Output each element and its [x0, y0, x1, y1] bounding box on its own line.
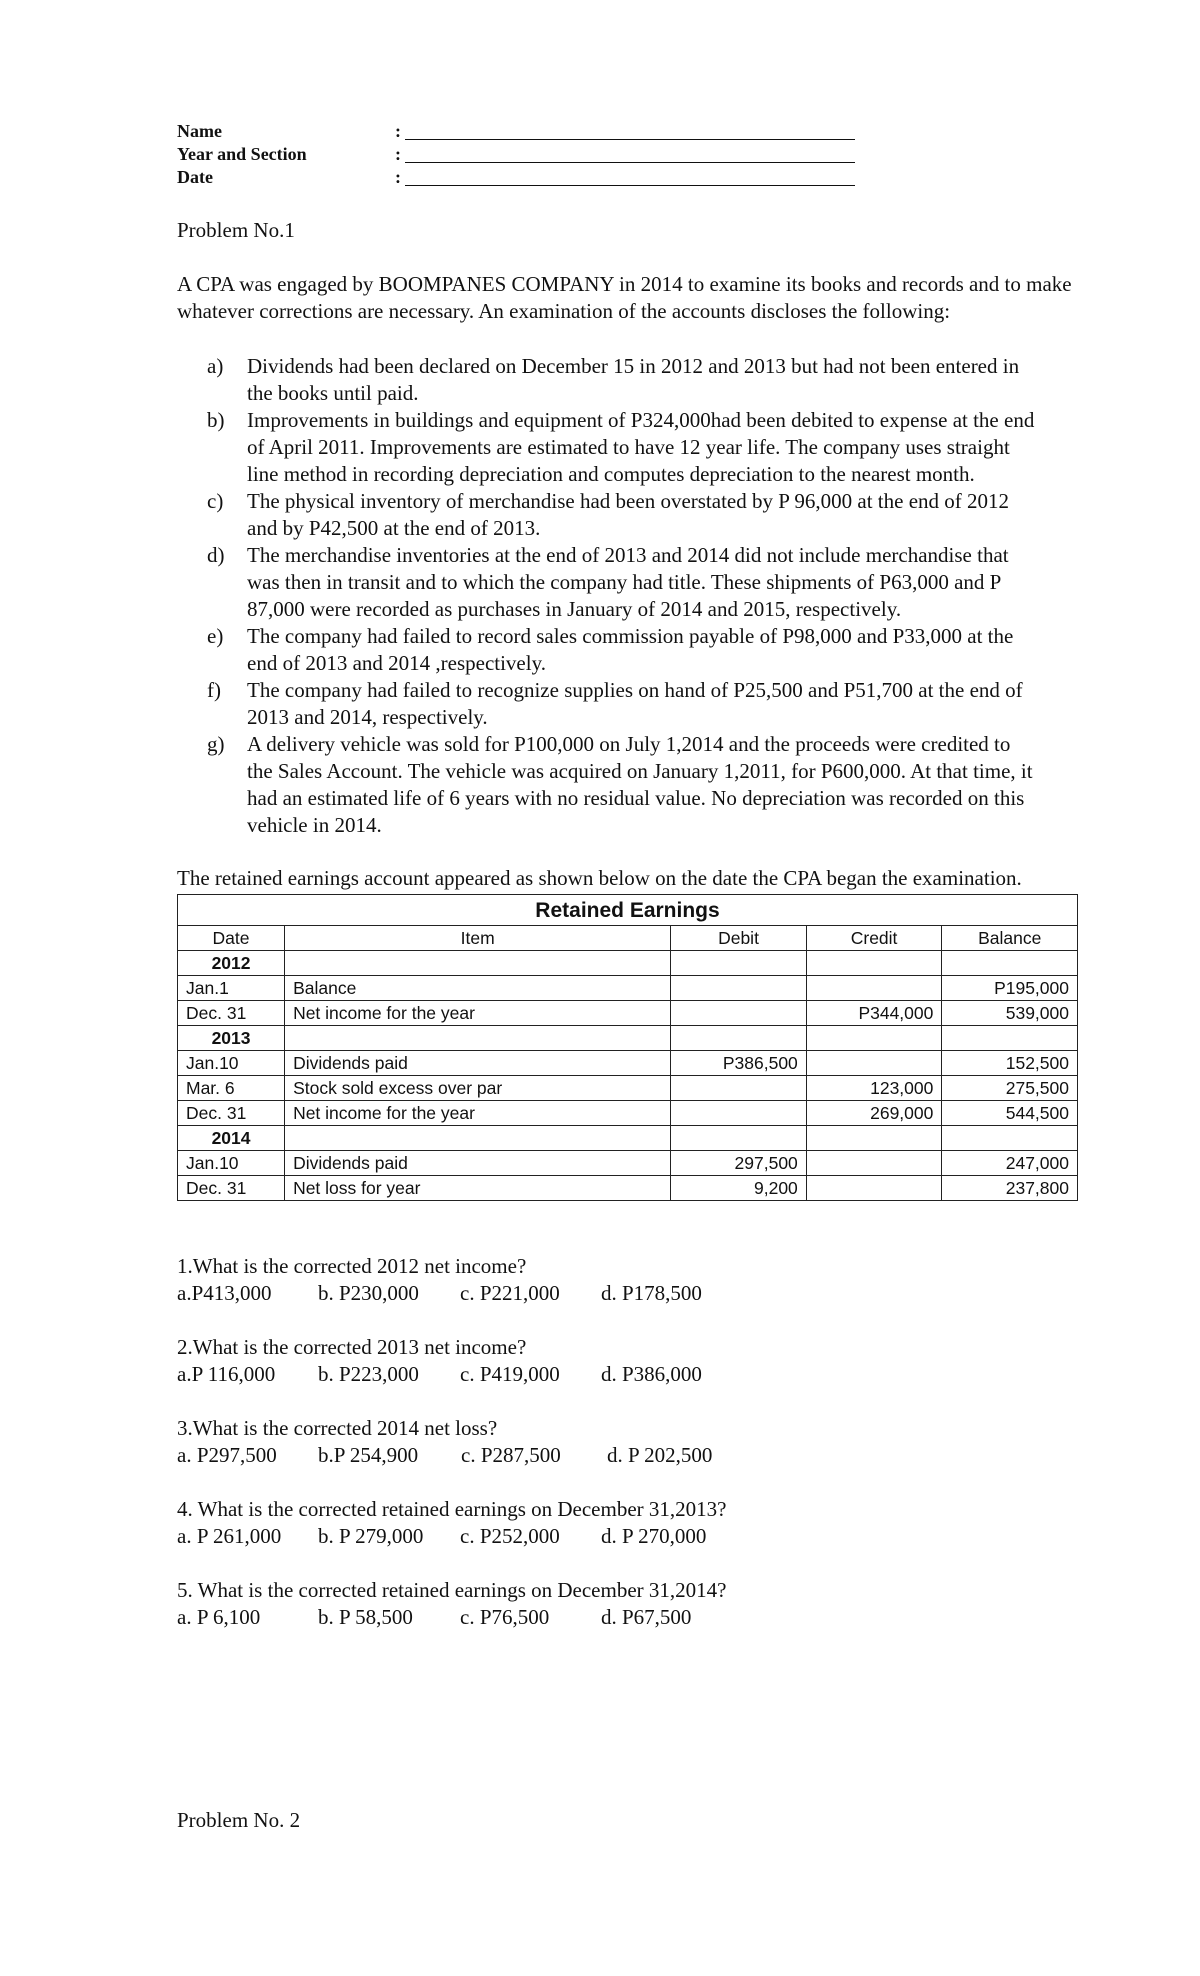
table-row: Jan.1 Balance P195,000: [178, 976, 1078, 1001]
list-item: a) Dividends had been declared on December 15 in 2012 and 2013 but had not been entered in the books until paid.: [207, 354, 1020, 405]
table-row: Dec. 31 Net income for the year 269,000 544,500: [178, 1101, 1078, 1126]
document-page: [177, 120, 1077, 1658]
table-row: 2012: [178, 951, 1078, 976]
list-item: d) The merchandise inventories at the end of 2013 and 2014 did not include merchandise that was then in transit and to which the company had title. These shipments of P63,000 and P 87,000 were recorded as purchases in January of 2014 and 2015, respectively.: [207, 543, 1009, 621]
table-row: Jan.10 Dividends paid P386,500 152,500: [178, 1051, 1078, 1076]
retained-earnings-table: [177, 894, 1078, 1201]
questions-section: [177, 1253, 1077, 1631]
table-row: 2013: [178, 1026, 1078, 1051]
date-blank-line: [405, 166, 855, 186]
name-label: Name: [177, 121, 222, 141]
retained-earnings-intro: The retained earnings account appeared as shown below on the date the CPA began the examination.: [177, 866, 1022, 890]
table-row: Jan.10 Dividends paid 297,500 247,000: [178, 1151, 1078, 1176]
question-2: 2.What is the corrected 2013 net income? a.P 116,000 b. P223,000 c. P419,000 d. P386,000: [177, 1335, 702, 1386]
date-label: Date: [177, 167, 213, 187]
findings-list: [177, 353, 1077, 839]
year-section-label: Year and Section: [177, 144, 307, 164]
list-item: f) The company had failed to recognize supplies on hand of P25,500 and P51,700 at the end of 2013 and 2014, respectively.: [207, 678, 1023, 729]
question-4: 4. What is the corrected retained earnings on December 31,2013? a. P 261,000 b. P 279,000 c. P252,000 d. P 270,000: [177, 1497, 727, 1548]
question-5: 5. What is the corrected retained earnings on December 31,2014? a. P 6,100 b. P 58,500 c. P76,500 d. P67,500: [177, 1578, 727, 1629]
problem-1-intro: A CPA was engaged by BOOMPANES COMPANY in 2014 to examine its books and records and to make whatever corrections are necessary. An examination of the accounts discloses the following:: [177, 272, 1072, 323]
date-field-row: Date :: [177, 166, 1077, 189]
name-blank-line: [405, 120, 855, 140]
question-3: 3.What is the corrected 2014 net loss? a. P297,500 b.P 254,900 c. P287,500 d. P 202,500: [177, 1416, 713, 1467]
list-item: c) The physical inventory of merchandise had been overstated by P 96,000 at the end of 2012 and by P42,500 at the end of 2013.: [207, 489, 1010, 540]
problem-2-title: Problem No. 2: [177, 1808, 301, 1832]
table-row: 2014: [178, 1126, 1078, 1151]
table-row: Dec. 31 Net income for the year P344,000 539,000: [178, 1001, 1078, 1026]
year-section-blank-line: [405, 143, 855, 163]
name-field-row: Name :: [177, 120, 1077, 143]
table-header-row: Date Item Debit Credit Balance: [178, 926, 1078, 951]
problem-1-title: Problem No.1: [177, 218, 295, 242]
question-1: 1.What is the corrected 2012 net income? a.P413,000 b. P230,000 c. P221,000 d. P178,500: [177, 1254, 702, 1305]
list-item: e) The company had failed to record sales commission payable of P98,000 and P33,000 at the end of 2013 and 2014 ,respectively.: [207, 624, 1014, 675]
list-item: g) A delivery vehicle was sold for P100,000 on July 1,2014 and the proceeds were credited to the Sales Account. The vehicle was acquired on January 1,2011, for P600,000. At that time, it had an estimated life of 6 years with no residual value. No depreciation was recorded on this vehicle in 2014.: [207, 732, 1033, 837]
student-info-header: [177, 120, 1077, 189]
year-section-field-row: Year and Section :: [177, 143, 1077, 166]
table-title: Retained Earnings: [178, 895, 1078, 926]
table-row: Dec. 31 Net loss for year 9,200 237,800: [178, 1176, 1078, 1201]
table-row: Mar. 6 Stock sold excess over par 123,000 275,500: [178, 1076, 1078, 1101]
list-item: b) Improvements in buildings and equipment of P324,000had been debited to expense at the end of April 2011. Improvements are estimated to have 12 year life. The company uses straight line method in recording depreciation and computes depreciation to the nearest month.: [207, 408, 1035, 486]
